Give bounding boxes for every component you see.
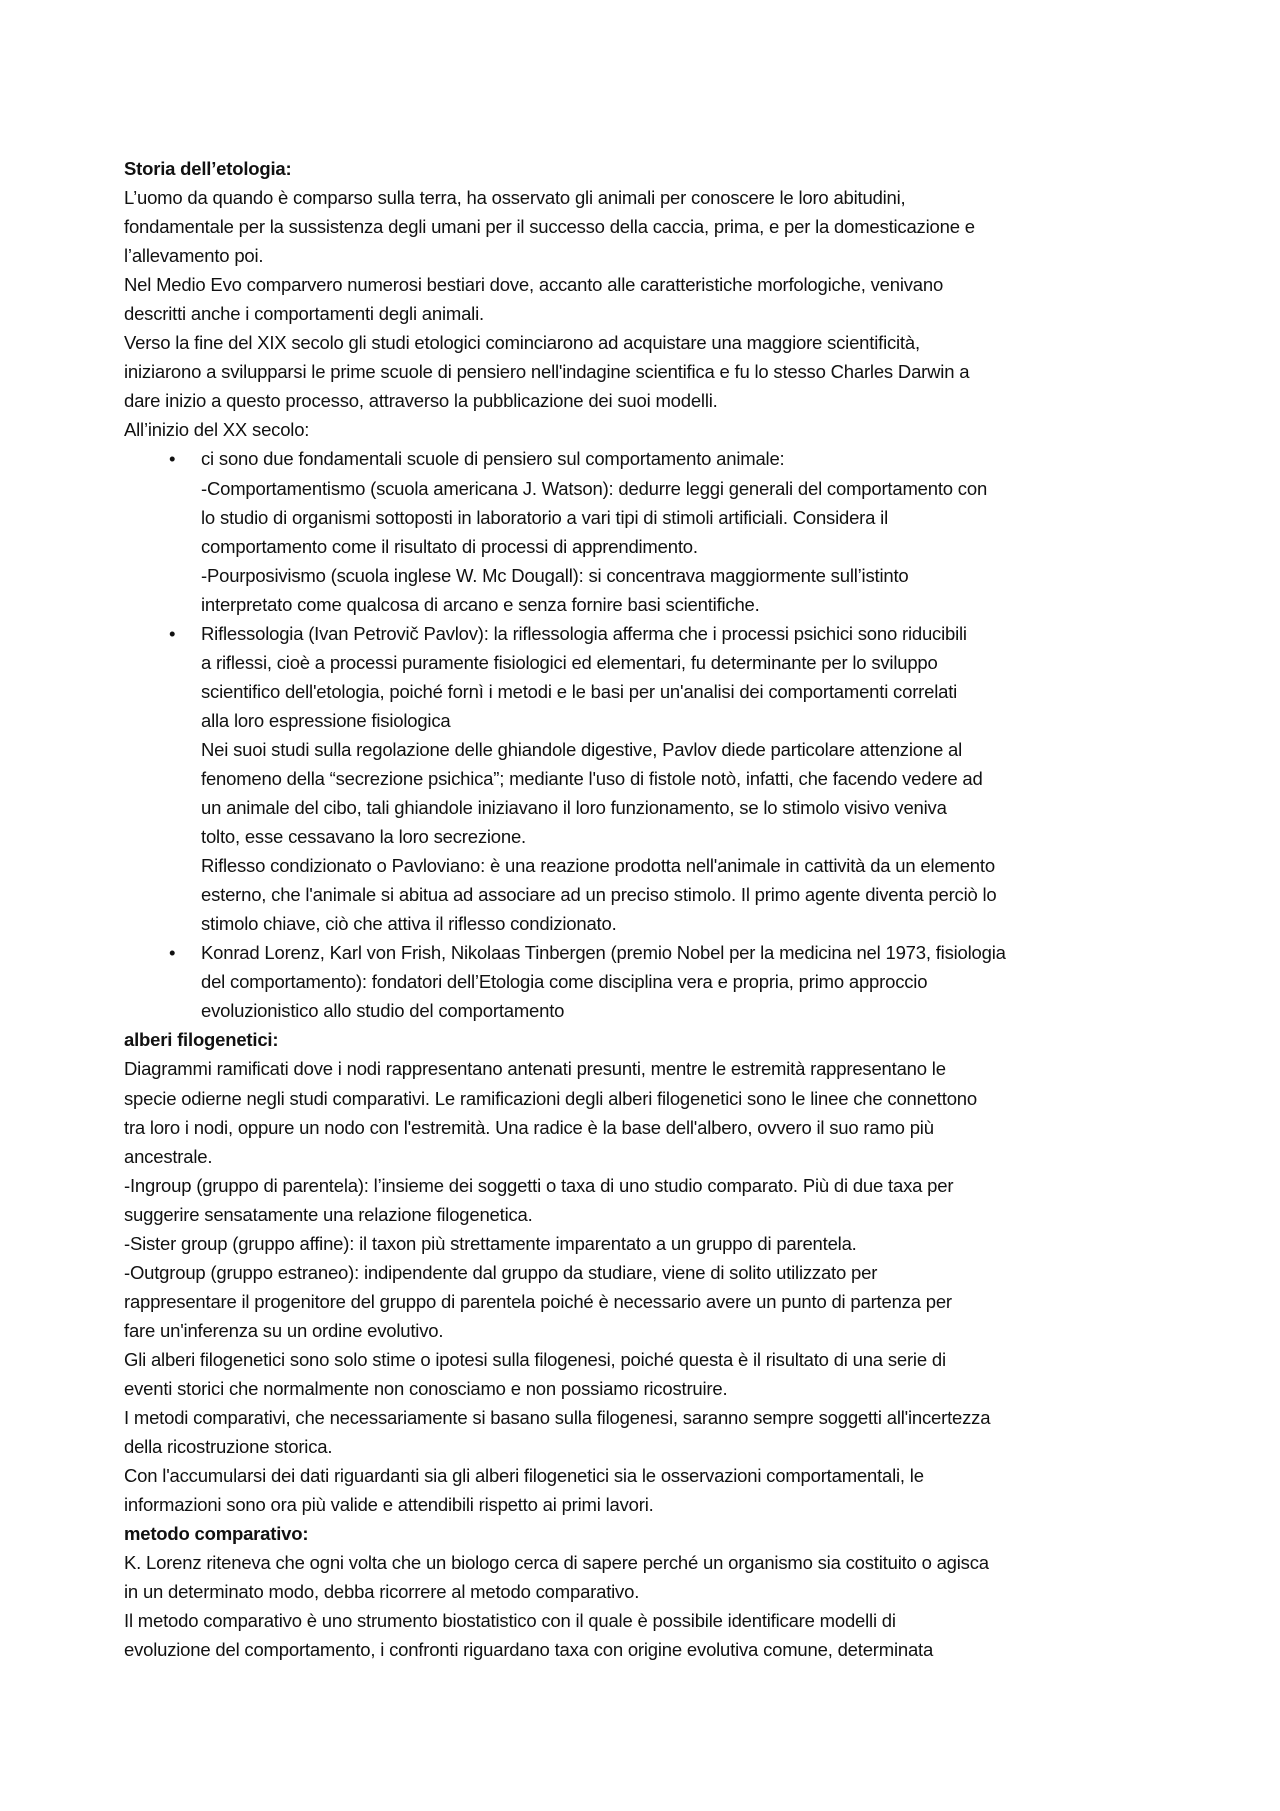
text-line [124,1258,1184,1287]
text-line [124,851,1184,880]
text-line [124,1054,1184,1083]
line-text: L’uomo da quando è comparso sulla terra, ha osservato gli animali per conoscere le loro abitudini, [124,187,906,209]
line-text: alberi filogenetici: [124,1029,279,1051]
line-text: Riflesso condizionato o Pavloviano: è una reazione prodotta nell'animale in cattività da un elemento [201,855,995,877]
line-text: -Pourposivismo (scuola inglese W. Mc Dougall): si concentrava maggiormente sull’istinto [201,564,909,586]
line-text: tra loro i nodi, oppure un nodo con l'estremità. Una radice è la base dell'albero, ovvero il suo ramo più [124,1116,934,1138]
line-text: informazioni sono ora più valide e attendibili rispetto ai primi lavori. [124,1494,654,1516]
section-heading [124,1025,1184,1054]
line-text: interpretato come qualcosa di arcano e senza fornire basi scientifiche. [201,593,760,615]
text-line [124,677,1184,706]
line-text: Con l'accumularsi dei dati riguardanti sia gli alberi filogenetici sia le osservazioni comportamentali, le [124,1465,924,1487]
text-line [124,793,1184,822]
text-line [124,909,1184,938]
text-line [124,764,1184,793]
text-line [124,1316,1184,1345]
text-line [124,1345,1184,1374]
line-text: specie odierne negli studi comparativi. Le ramificazioni degli alberi filogenetici sono le linee che connettono [124,1087,977,1109]
line-text: tolto, esse cessavano la loro secrezione. [201,826,526,848]
line-text: -Outgroup (gruppo estraneo): indipendente dal gruppo da studiare, viene di solito utilizzato per [124,1261,878,1283]
line-text: Nel Medio Evo comparvero numerosi bestiari dove, accanto alle caratteristiche morfologiche, venivano [124,274,944,296]
text-line [124,241,1184,270]
text-line [124,270,1184,299]
text-line [124,1142,1184,1171]
text-line [124,1461,1184,1490]
line-text: All’inizio del XX secolo: [124,419,310,441]
text-line [124,386,1184,415]
line-text: -Sister group (gruppo affine): il taxon più strettamente imparentato a un gruppo di parentela. [124,1232,857,1254]
text-line [124,880,1184,909]
line-text: Gli alberi filogenetici sono solo stime o ipotesi sulla filogenesi, poiché questa è il risultato di una serie di [124,1348,946,1370]
text-line [124,1229,1184,1258]
line-text: Verso la fine del XIX secolo gli studi etologici cominciarono ad acquistare una maggiore scientificità, [124,332,920,354]
line-text: l’allevamento poi. [124,245,264,267]
line-text: descritti anche i comportamenti degli animali. [124,303,484,325]
text-line [124,1403,1184,1432]
text-line [124,183,1184,212]
line-text: comportamento come il risultato di processi di apprendimento. [201,535,698,557]
text-line [124,415,1184,444]
bullet-icon: • [169,448,176,470]
line-text: esterno, che l'animale si abitua ad associare ad un preciso stimolo. Il primo agente diventa perciò lo [201,884,997,906]
text-line [124,822,1184,851]
line-text: Nei suoi studi sulla regolazione delle ghiandole digestive, Pavlov diede particolare attenzione al [201,738,962,760]
line-text: fondamentale per la sussistenza degli umani per il successo della caccia, prima, e per la domesticazione e [124,216,975,238]
text-line [124,474,1184,503]
line-text: I metodi comparativi, che necessariamente si basano sulla filogenesi, saranno sempre soggetti all'incertezza [124,1407,991,1429]
section-heading [124,1519,1184,1548]
line-text: fare un'inferenza su un ordine evolutivo. [124,1319,444,1341]
section-heading [124,154,1184,183]
line-text: un animale del cibo, tali ghiandole iniziavano il loro funzionamento, se lo stimolo visivo veniva [201,797,947,819]
text-line [124,590,1184,619]
line-text: suggerire sensatamente una relazione filogenetica. [124,1203,533,1225]
text-line [124,561,1184,590]
line-text: della ricostruzione storica. [124,1436,333,1458]
line-text: eventi storici che normalmente non conosciamo e non possiamo ricostruire. [124,1377,728,1399]
text-line [124,706,1184,735]
text-line [124,1200,1184,1229]
text-line [124,1374,1184,1403]
text-line [124,1171,1184,1200]
line-text: -Ingroup (gruppo di parentela): l’insieme dei soggetti o taxa di uno studio comparato. Più di due taxa per [124,1174,954,1196]
line-text: Konrad Lorenz, Karl von Frish, Nikolaas Tinbergen (premio Nobel per la medicina nel 1973, fisiologia [201,942,1006,964]
line-text: a riflessi, cioè a processi puramente fisiologici ed elementari, fu determinante per lo sviluppo [201,651,938,673]
bullet-item-line [124,938,1184,967]
line-text: evoluzione del comportamento, i confronti riguardano taxa con origine evolutiva comune, determinata [124,1639,934,1661]
bullet-icon: • [169,622,176,644]
line-text: fenomeno della “secrezione psichica”; mediante l'uso di fistole notò, infatti, che facendo vedere ad [201,767,983,789]
text-line [124,212,1184,241]
text-line [124,1432,1184,1461]
text-line [124,1635,1184,1664]
line-text: del comportamento): fondatori dell’Etologia come disciplina vera e propria, primo approccio [201,971,928,993]
bullet-item-line [124,619,1184,648]
line-text: ancestrale. [124,1145,213,1167]
text-line [124,328,1184,357]
text-line [124,967,1184,996]
line-text: lo studio di organismi sottoposti in laboratorio a vari tipi di stimoli artificiali. Considera il [201,506,888,528]
line-text: iniziarono a svilupparsi le prime scuole di pensiero nell'indagine scientifica e fu lo stesso Charles Darwin a [124,361,970,383]
bullet-item-line [124,444,1184,473]
line-text: rappresentare il progenitore del gruppo di parentela poiché è necessario avere un punto di partenza per [124,1290,952,1312]
line-text: metodo comparativo: [124,1523,309,1545]
text-line [124,357,1184,386]
text-line [124,1577,1184,1606]
text-line [124,1084,1184,1113]
text-line [124,1548,1184,1577]
text-line [124,1287,1184,1316]
line-text: K. Lorenz riteneva che ogni volta che un biologo cerca di sapere perché un organismo sia costituito o agisca [124,1552,989,1574]
bullet-icon: • [169,942,176,964]
text-line [124,503,1184,532]
text-line [124,648,1184,677]
line-text: evoluzionistico allo studio del comportamento [201,1000,565,1022]
line-text: Diagrammi ramificati dove i nodi rappresentano antenati presunti, mentre le estremità rappresentano le [124,1058,946,1080]
line-text: Il metodo comparativo è uno strumento biostatistico con il quale è possibile identificare modelli di [124,1610,896,1632]
text-line [124,1490,1184,1519]
line-text: Storia dell’etologia: [124,158,292,179]
text-line [124,1606,1184,1635]
text-line [124,532,1184,561]
line-text: scientifico dell'etologia, poiché fornì i metodi e le basi per un'analisi dei comportamenti correlati [201,680,958,702]
line-text: ci sono due fondamentali scuole di pensiero sul comportamento animale: [201,448,785,470]
document-body [124,154,1184,1664]
text-line [124,1113,1184,1142]
text-line [124,996,1184,1025]
line-text: Riflessologia (Ivan Petrovič Pavlov): la riflessologia afferma che i processi psichici sono riducibili [201,622,967,644]
text-line [124,299,1184,328]
line-text: in un determinato modo, debba ricorrere al metodo comparativo. [124,1581,640,1603]
line-text: stimolo chiave, ciò che attiva il riflesso condizionato. [201,913,617,935]
line-text: dare inizio a questo processo, attraverso la pubblicazione dei suoi modelli. [124,390,718,412]
text-line [124,735,1184,764]
line-text: alla loro espressione fisiologica [201,709,451,731]
line-text: -Comportamentismo (scuola americana J. Watson): dedurre leggi generali del comportamento con [201,477,988,499]
